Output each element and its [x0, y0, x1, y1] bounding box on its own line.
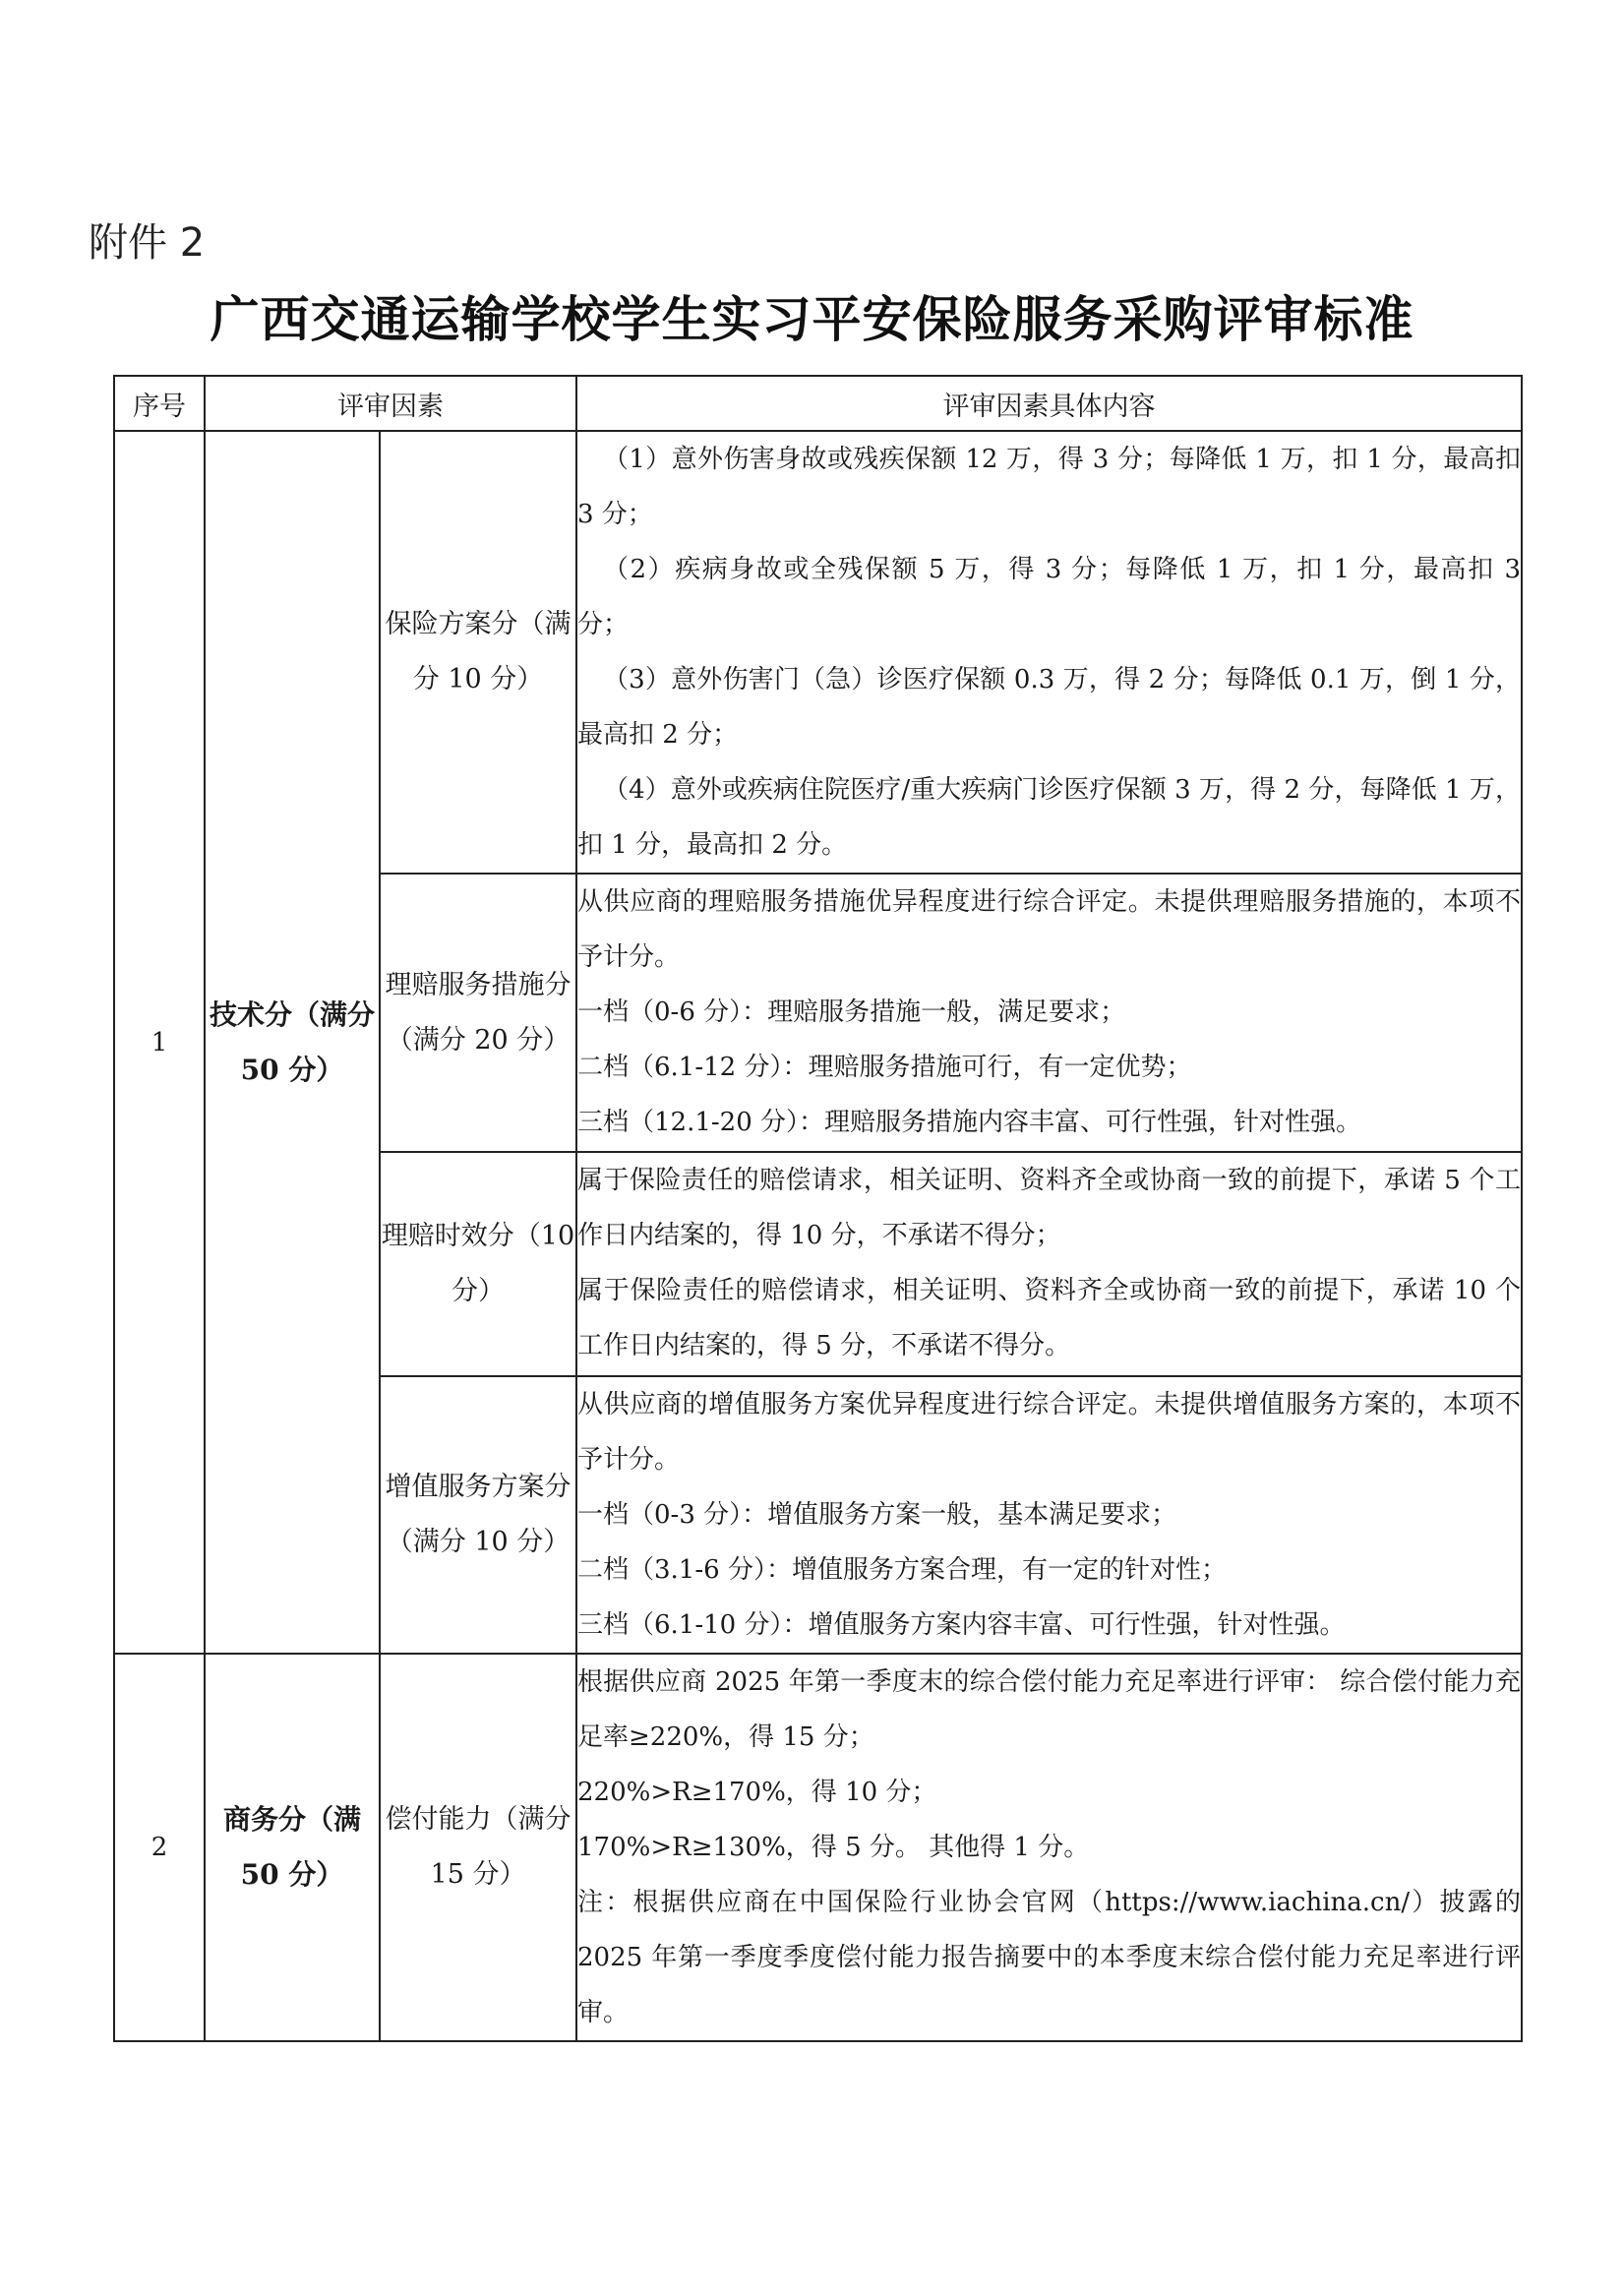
attachment-label: 附件 2 — [89, 220, 206, 266]
content-line: 从供应商的增值服务方案优异程度进行综合评定。未提供增值服务方案的，本项不予计分。 — [577, 1390, 1521, 1475]
content-line: 三档（12.1-20 分）：理赔服务措施内容丰富、可行性强，针对性强。 — [577, 1108, 1362, 1137]
content-line: 二档（3.1-6 分）：增值服务方案合理，有一定的针对性； — [577, 1555, 1227, 1585]
header-content: 评审因素具体内容 — [576, 376, 1522, 431]
content-line: 二档（6.1-12 分）：理赔服务措施可行，有一定优势； — [577, 1053, 1192, 1082]
content-line: 一档（0-6 分）：理赔服务措施一般，满足要求； — [577, 997, 1126, 1027]
content-cell — [576, 874, 1522, 1152]
content-line: 一档（0-3 分）：增值服务方案一般，基本满足要求； — [577, 1500, 1177, 1530]
content-line: （1）意外伤害身故或残疾保额 12 万，得 3 分；每降低 1 万，扣 1 分，最高扣 3 分； — [577, 445, 1521, 529]
row-number: 2 — [114, 1654, 205, 2041]
category-cell: 技术分（满分 50 分） — [205, 431, 380, 1654]
content-cell — [576, 1152, 1522, 1376]
subcategory-cell: 理赔时效分（10 分） — [380, 1152, 576, 1376]
document-title: 广西交通运输学校学生实习平安保险服务采购评审标准 — [210, 291, 1414, 348]
content-line: 三档（6.1-10 分）：增值服务方案内容丰富、可行性强，针对性强。 — [577, 1610, 1346, 1640]
row-number: 1 — [114, 431, 205, 1654]
table-row — [114, 431, 1522, 874]
content-line: 220%>R≥170%，得 10 分； — [577, 1778, 937, 1807]
content-line: 从供应商的理赔服务措施优异程度进行综合评定。未提供理赔服务措施的，本项不予计分。 — [577, 887, 1521, 972]
content-line: （3）意外伤害门（急）诊医疗保额 0.3 万，得 2 分；每降低 0.1 万，倒 1 分，最高扣 2 分； — [577, 665, 1521, 750]
subcategory-cell: 偿付能力（满分 15 分） — [380, 1654, 576, 2041]
content-line: 根据供应商 2025 年第一季度末的综合偿付能力充足率进行评审： 综合偿付能力充足率≥220%，得 15 分； — [577, 1667, 1521, 1752]
category-cell: 商务分（满 50 分） — [205, 1654, 380, 2041]
header-factor: 评审因素 — [205, 376, 576, 431]
content-line: （4）意外或疾病住院医疗/重大疾病门诊医疗保额 3 万，得 2 分，每降低 1 万，扣 1 分，最高扣 2 分。 — [577, 775, 1521, 860]
content-cell — [576, 1376, 1522, 1654]
criteria-table — [113, 375, 1523, 2042]
subcategory-cell: 理赔服务措施分（满分 20 分） — [380, 874, 576, 1152]
content-line: 属于保险责任的赔偿请求，相关证明、资料齐全或协商一致的前提下，承诺 5 个工作日内结案的，得 10 分，不承诺不得分； — [577, 1166, 1521, 1250]
content-line: 注：根据供应商在中国保险行业协会官网（https://www.iachina.cn/）披露的 2025 年第一季度季度偿付能力报告摘要中的本季度末综合偿付能力充足率进行评审。 — [577, 1888, 1521, 2027]
table-header-row — [114, 376, 1522, 431]
table-row — [114, 1654, 1522, 2041]
content-line: 170%>R≥130%，得 5 分。 其他得 1 分。 — [577, 1833, 1090, 1862]
content-line: （2）疾病身故或全残保额 5 万，得 3 分；每降低 1 万，扣 1 分，最高扣 3 分； — [577, 555, 1521, 639]
content-cell — [576, 1654, 1522, 2041]
subcategory-cell: 增值服务方案分（满分 10 分） — [380, 1376, 576, 1654]
subcategory-cell: 保险方案分（满分 10 分） — [380, 431, 576, 874]
content-line: 属于保险责任的赔偿请求，相关证明、资料齐全或协商一致的前提下，承诺 10 个工作日内结案的，得 5 分，不承诺不得分。 — [577, 1276, 1521, 1360]
content-cell — [576, 431, 1522, 874]
header-number: 序号 — [114, 376, 205, 431]
